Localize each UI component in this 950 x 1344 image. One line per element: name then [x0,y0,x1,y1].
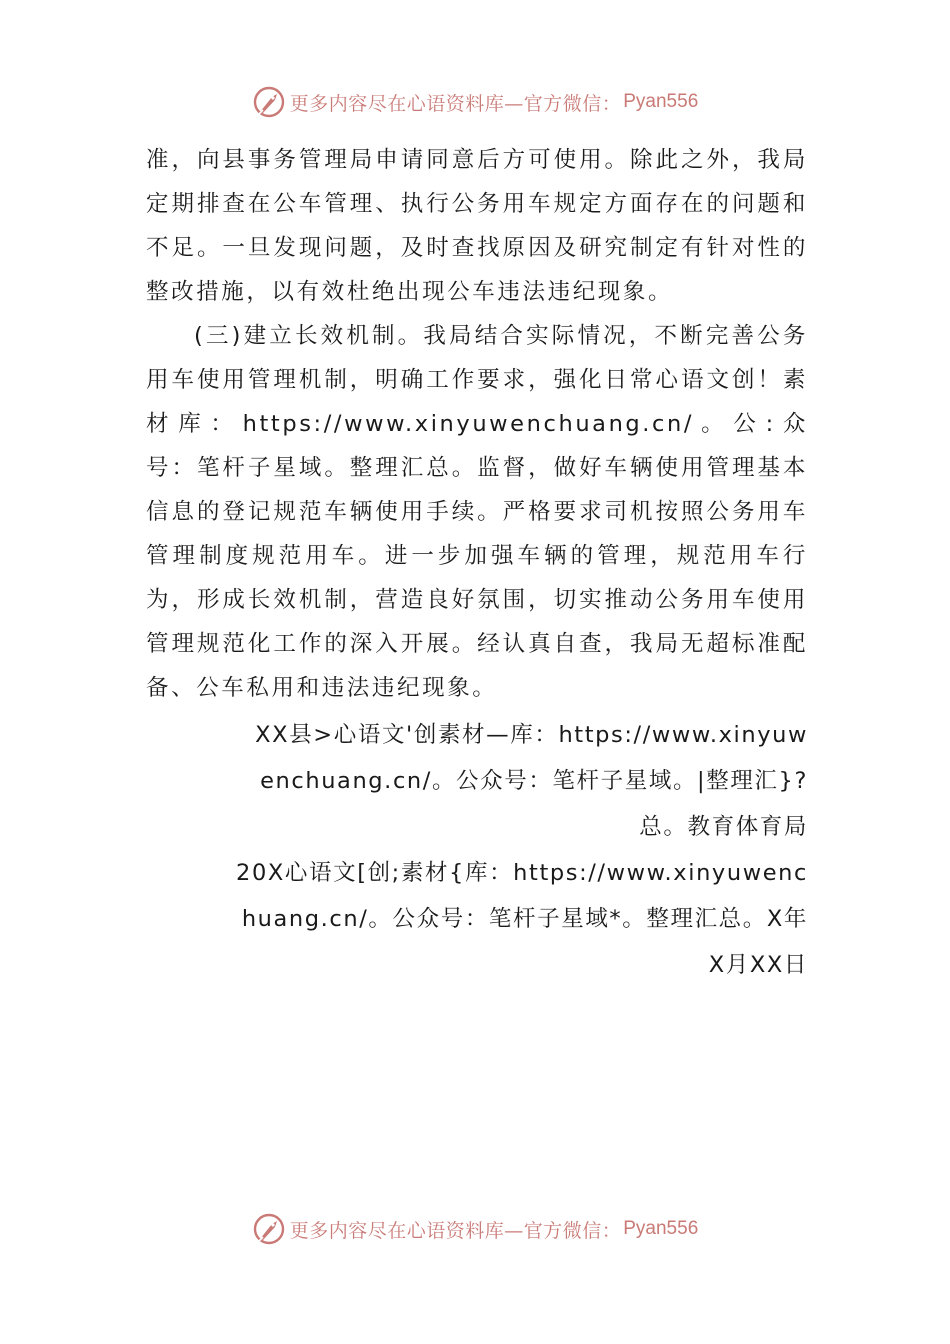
header-banner [0,82,950,122]
wechat-id: Pyan556 [623,91,699,112]
signature-date: 20X心语文[创;素材{库：https://www.xinyuwenchuang.cn/。公众号：笔杆子星域*。整理汇总。X年X月XX日 [236,860,808,978]
body-paragraph-1: 准，向县事务管理局申请同意后方可使用。除此之外，我局定期排查在公车管理、执行公务用车规定方面存在的问题和不足。一旦发现问题，及时查找原因及研究制定有针对性的整改措施，以有效杜绝出现公车违法违纪现象。 [146,147,808,305]
pen-nib-icon [252,1212,286,1246]
footer-banner [0,1209,950,1249]
signature-organization: XX县>心语文'创素材—库：https://www.xinyuwenchuang.cn/。公众号：笔杆子星域。|整理汇}?总。教育体育局 [255,722,808,840]
document-body [146,138,808,988]
banner-text: 更多内容尽在心语资料库—官方微信： [289,92,622,115]
banner-text: 更多内容尽在心语资料库—官方微信： [289,1219,622,1242]
body-paragraph-2: (三)建立长效机制。我局结合实际情况，不断完善公务用车使用管理机制，明确工作要求，强化日常心语文创！素材库：https://www.xinyuwenchuang.cn/。公:众号：笔杆子星域。整理汇总。监督，做好车辆使用管理基本信息的登记规范车辆使用手续。严格要求司机按照公务用车管理制度规范用车。进一步加强车辆的管理，规范用车行为，形成长效机制，营造良好氛围，切实推动公务用车使用管理规范化工作的深入开展。经认真自查，我局无超标准配备、公车私用和违法违纪现象。 [146,323,808,701]
wechat-id: Pyan556 [623,1218,699,1239]
pen-nib-icon [252,85,286,119]
